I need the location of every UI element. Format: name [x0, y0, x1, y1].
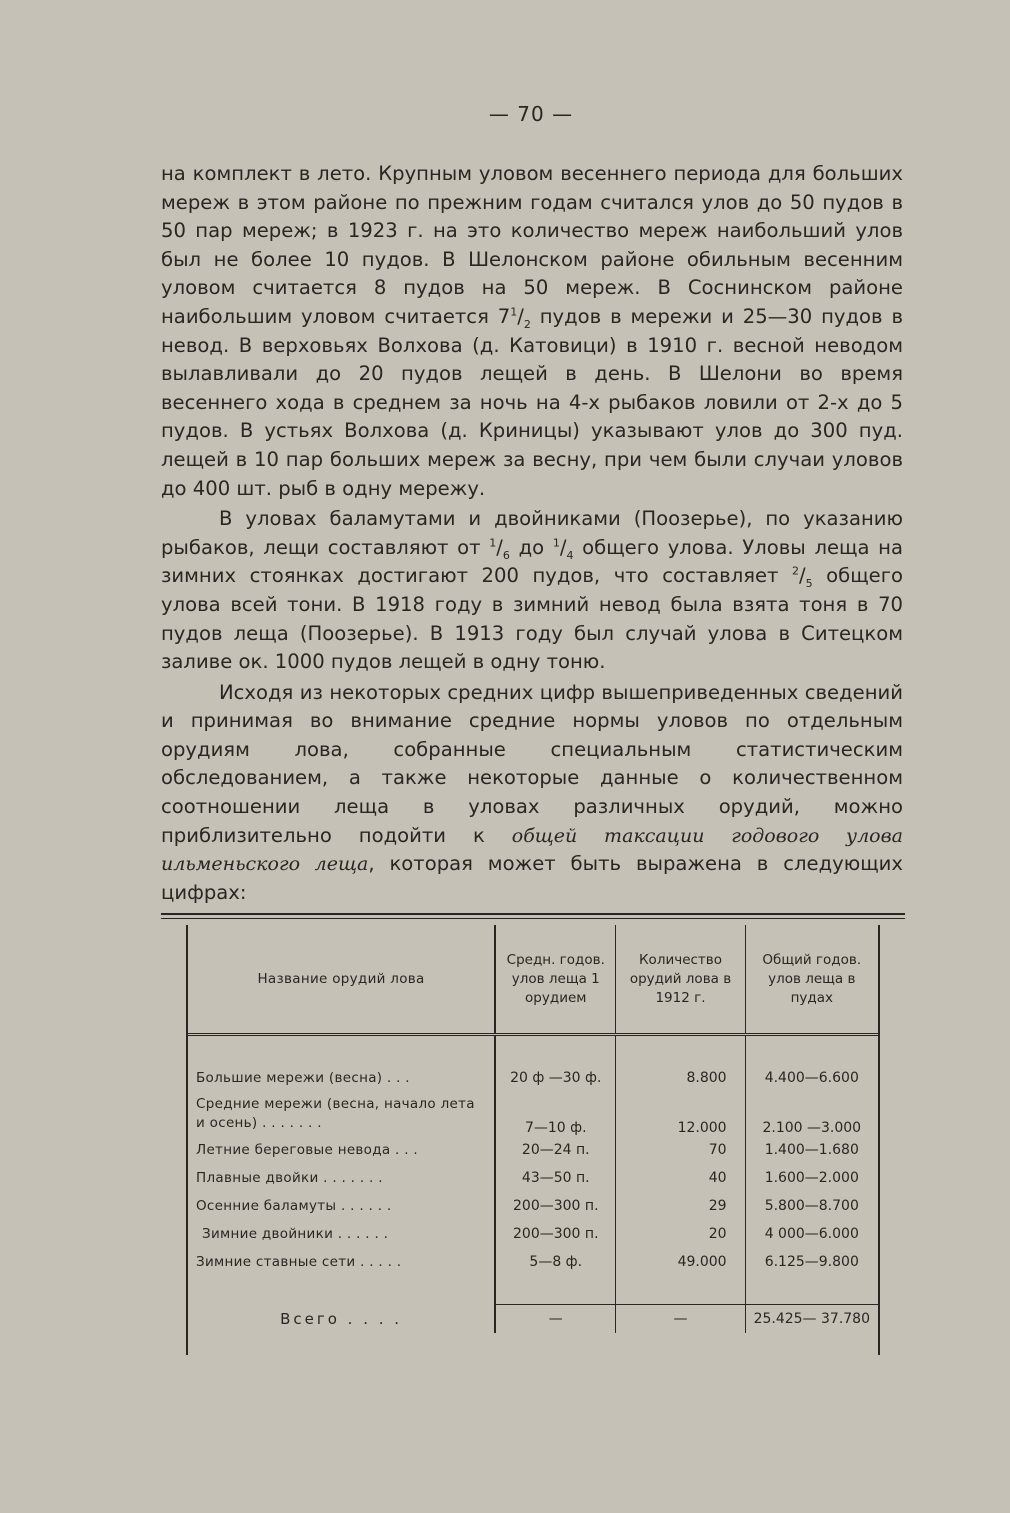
gear-name: Летние береговые невода . . . [196, 1142, 418, 1158]
total-label: Всего . . . . [280, 1309, 403, 1328]
paragraph-2-text-b: до [509, 535, 553, 559]
table-row [188, 1248, 878, 1276]
gear-name: Плавные двойки . . . . . . . [196, 1170, 383, 1186]
total-catch: 1.600—2.000 [745, 1164, 878, 1192]
fraction-numerator: 1 [552, 536, 560, 550]
table-row [188, 1092, 878, 1136]
gear-name: Осенние баламуты . . . . . . [196, 1198, 392, 1214]
total-catch: 5.800—8.700 [745, 1192, 878, 1220]
gear-count: 70 [616, 1136, 745, 1164]
paragraph-2-text-a: В уловах баламутами и двойниками (Поозерье), по указанию рыбаков, лещи составляют от [161, 507, 903, 559]
avg-catch: 7—10 ф. [495, 1092, 616, 1136]
fraction-denominator: 4 [566, 548, 574, 562]
total-catch: 6.125—9.800 [745, 1248, 878, 1276]
total-catch: 4 000—6.000 [745, 1220, 878, 1248]
paragraph-3 [161, 679, 903, 908]
paragraph-3-text-b: , которая может быть выражена в следующих цифрах: [161, 852, 903, 904]
table-total-row [188, 1305, 878, 1334]
paragraph-2: В уловах баламутами и двойниками (Поозерье), по указанию рыбаков, лещи составляют от $^1/_6$ до $^1/_4$ общего улова. Уловы леща на зимних стоянках достигают 200 пудов, что составляет $^2/_5$ общего улова всей тони. В 1918 году в зимний невод была взята тоня в 70 пудов леща (Поозерье). В 1913 году был случай улова в Ситецком заливе ок. 1000 пудов лещей в одну тоню. [161, 507, 903, 674]
fraction-denominator: 6 [502, 548, 510, 562]
gear-count: 49.000 [616, 1248, 745, 1276]
fraction-numerator: 1 [489, 536, 497, 550]
gear-name: Большие мережи (весна) . . . [196, 1070, 410, 1086]
total-catch: 2.100 —3.000 [745, 1092, 878, 1136]
table-top-rule [161, 913, 905, 919]
body-text [161, 160, 903, 907]
avg-catch: 43—50 п. [495, 1164, 616, 1192]
total-avg: — [495, 1305, 616, 1334]
avg-catch: 5—8 ф. [495, 1248, 616, 1276]
gear-count: 8.800 [616, 1064, 745, 1092]
total-count: — [616, 1305, 745, 1334]
paragraph-1-text-b: пудов в мережи и 25—30 пудов в невод. В верховьях Волхова (д. Катовици) в 1910 г. весной неводом вылавливали до 20 пудов лещей в день. В Шелони во время весеннего хода в среднем за ночь на 4-х рыбаков ловили от 2-х до 5 пудов. В устьях Волхова (д. Криницы) указывают улов до 300 пуд. лещей в 10 пар больших мереж за весну, при чем были случаи уловов до 400 шт. рыб в одну мережу. [161, 304, 903, 500]
avg-catch: 200—300 п. [495, 1192, 616, 1220]
avg-catch: 20—24 п. [495, 1136, 616, 1164]
gear-name: Зимние двойники . . . . . . [202, 1226, 389, 1242]
table-row [188, 1136, 878, 1164]
gear-count: 40 [616, 1164, 745, 1192]
catch-table [188, 925, 878, 1333]
total-catch: 4.400—6.600 [745, 1064, 878, 1092]
paragraph-2-text-c: общего улова. Уловы леща на зимних стоянках достигают 200 пудов, что составляет [161, 535, 903, 588]
gear-name: Средние мережи (весна, начало лета и осень) . . . . . . . [196, 1096, 475, 1131]
gear-name: Зимние ставные сети . . . . . [196, 1254, 402, 1270]
paragraph-2-text-d: общего улова всей тони. В 1918 году в зимний невод была взята тоня в 70 пудов леща (Поозерье). В 1913 году был случай улова в Ситецком заливе ок. 1000 пудов лещей в одну тоню. [161, 564, 903, 674]
table-row [188, 1220, 878, 1248]
paragraph-3-italic: общей таксации годового улова ильменьского леща [161, 824, 903, 876]
total-catch: 1.400—1.680 [745, 1136, 878, 1164]
total-catch-sum: 25.425— 37.780 [745, 1305, 878, 1334]
table-spacer-row [188, 1276, 878, 1305]
gear-count: 20 [616, 1220, 745, 1248]
fraction-denominator: 2 [523, 317, 531, 331]
page-number: — 70 — [488, 102, 574, 126]
header-avg-catch: Средн. годов. улов леща 1 орудием [495, 925, 616, 1035]
fraction-numerator: 2 [792, 564, 799, 578]
catch-table-frame [186, 925, 880, 1355]
paragraph-1: на комплект в лето. Крупным уловом весеннего периода для больших мереж в этом районе по прежним годам считался улов до 50 пудов в 50 пар мереж; в 1923 г. на это количество мереж наибольший улов был не более 10 пудов. В Шелонском районе обильным весенним уловом считается 8 пудов на 50 мереж. В Соснинском районе наибольшим уловом считается $7^1/_2$ пудов в мережи и 25—30 пудов в невод. В верховьях Волхова (д. Катовици) в 1910 г. весной неводом вылавливали до 20 пудов лещей в день. В Шелони во время весеннего хода в среднем за ночь на 4-х рыбаков ловили от 2-х до 5 пудов. В устьях Волхова (д. Криницы) указывают улов до 300 пуд. лещей в 10 пар больших мереж за весну, при чем были случаи уловов до 400 шт. рыб в одну мережу. [161, 162, 903, 500]
avg-catch: 20 ф —30 ф. [495, 1064, 616, 1092]
paragraph-3-text-a: Исходя из некоторых средних цифр вышеприведенных сведений и принимая во внимание средние нормы уловов по отдельным орудиям лова, собранные специальным статистическим обследованием, а также некоторые данные о количественном соотношении леща в уловах различных орудий, можно приблизительно подойти к [161, 680, 903, 847]
paragraph-1-text-a: на комплект в лето. Крупным уловом весеннего периода для больших мереж в этом районе по прежним годам считался улов до 50 пудов в 50 пар мереж; в 1923 г. на это количество мереж наибольший улов был не более 10 пудов. В Шелонском районе обильным весенним уловом считается 8 пудов на 50 мереж. В Соснинском районе наибольшим уловом считается 7 [161, 162, 903, 328]
table-row [188, 1164, 878, 1192]
table-row [188, 1064, 878, 1092]
fraction-denominator: 5 [805, 577, 813, 591]
fraction-numerator: 1 [510, 305, 518, 319]
header-gear-count: Количество орудий лова в 1912 г. [616, 925, 745, 1035]
gear-count: 12.000 [616, 1092, 745, 1136]
table-header-row [188, 925, 878, 1035]
header-gear-name: Название орудий лова [188, 925, 495, 1035]
table-row [188, 1192, 878, 1220]
header-total-catch: Общий годов. улов леща в пудах [745, 925, 878, 1035]
gear-count: 29 [616, 1192, 745, 1220]
avg-catch: 200—300 п. [495, 1220, 616, 1248]
table-spacer-row [188, 1035, 878, 1065]
